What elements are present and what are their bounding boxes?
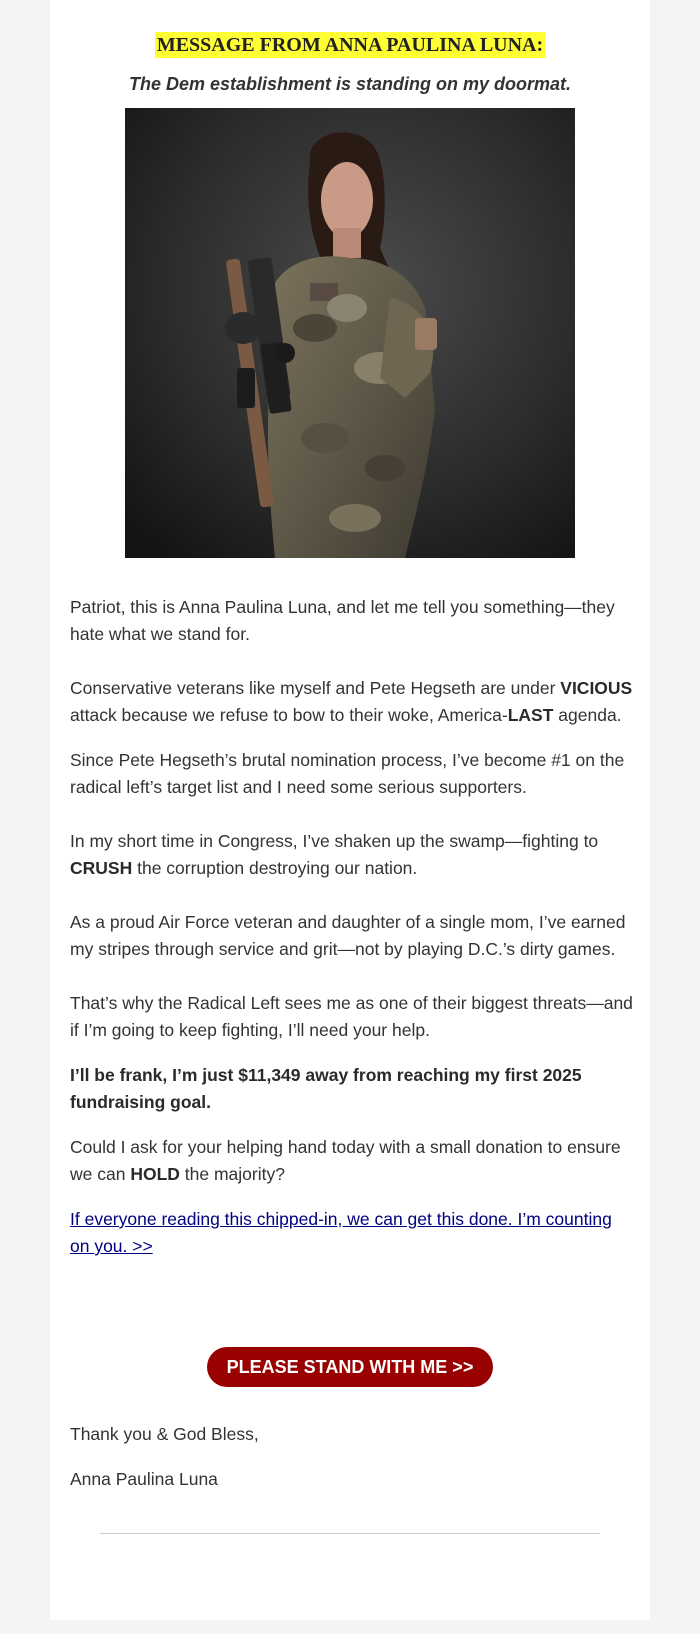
fundraising-goal-text: I’ll be frank, I’m just $11,349 away from reaching my first 2025 fundraising goal. <box>70 1065 582 1112</box>
paragraph-veteran: As a proud Air Force veteran and daughter of a single mom, I’ve earned my stripes through service and grit—not by playing D.C.’s dirty games. <box>70 912 626 959</box>
paragraph-congress: In my short time in Congress, I’ve shaken up the swamp—fighting to CRUSH the corruption destroying our nation. <box>70 831 599 878</box>
message-body <box>70 594 635 1260</box>
email-card <box>50 0 650 1620</box>
paragraph-veterans: Conservative veterans like myself and Pete Hegseth are under VICIOUS attack because we refuse to bow to their woke, America-LAST agenda. <box>70 678 633 725</box>
headline-container <box>50 32 650 58</box>
paragraph-link <box>70 1206 635 1260</box>
footer-divider <box>100 1533 600 1534</box>
emphasis-hold: HOLD <box>130 1164 180 1184</box>
subheadline: The Dem establishment is standing on my doormat. <box>128 74 572 94</box>
paragraph-goal <box>70 1062 635 1116</box>
emphasis-crush: CRUSH <box>70 858 133 878</box>
emphasis-vicious: VICIOUS <box>560 678 633 698</box>
headline: MESSAGE FROM ANNA PAULINA LUNA: <box>156 34 544 56</box>
hero-image[interactable] <box>125 108 575 558</box>
signoff-name: Anna Paulina Luna <box>70 1469 218 1489</box>
portrait-photo-icon <box>125 108 575 558</box>
paragraph-intro: Patriot, this is Anna Paulina Luna, and let me tell you something—they hate what we stand for. <box>70 597 615 644</box>
paragraph-ask: Could I ask for your helping hand today with a small donation to ensure we can HOLD the majority? <box>70 1137 621 1184</box>
paragraph-nomination: Since Pete Hegseth’s brutal nomination process, I’ve become #1 on the radical left’s target list and I need some serious supporters. <box>70 750 625 797</box>
donate-text-link[interactable]: If everyone reading this chipped-in, we can get this done. I’m counting on you. >> <box>70 1209 612 1256</box>
paragraph-threats: That’s why the Radical Left sees me as one of their biggest threats—and if I’m going to keep fighting, I’ll need your help. <box>70 993 633 1040</box>
cta-container <box>50 1347 650 1387</box>
emphasis-last: LAST <box>507 705 554 725</box>
stand-with-me-button[interactable]: PLEASE STAND WITH ME >> <box>207 1347 494 1387</box>
signoff-closing: Thank you & God Bless, <box>70 1424 259 1444</box>
